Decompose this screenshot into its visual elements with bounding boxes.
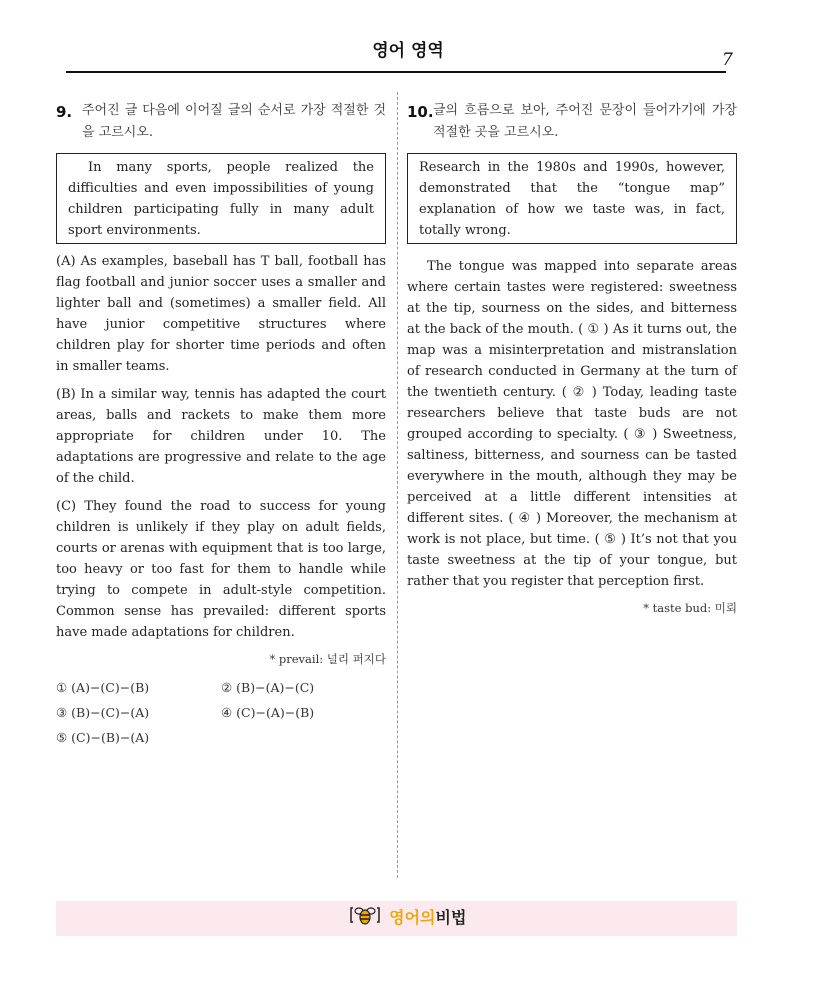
question-prompt: 글의 흐름으로 보아, 주어진 문장이 들어가기에 가장 적절한 곳을 고르시오. [433,103,737,140]
question-10 [407,100,737,616]
question-number: 10. [407,103,434,121]
answer-choices [56,675,386,750]
question-10-header [407,100,737,144]
choice-4[interactable]: ④ (C)−(A)−(B) [221,705,315,720]
bee-icon [350,904,380,933]
question-9 [56,100,386,750]
header-divider [66,71,726,73]
paragraph-b: (B) In a similar way, tennis has adapted the court areas, balls and rackets to make them more appropriate for children under 10. The adaptations are progressive and relate to the age of the child. [56,387,386,486]
question-9-header [56,100,386,144]
question-number: 9. [56,103,73,121]
footnote: * taste bud: 미뢰 [643,601,737,615]
choice-5[interactable]: ⑤ (C)−(B)−(A) [56,730,150,745]
logo-text-primary: 영어의 [389,908,436,927]
brand-logo [0,904,816,933]
question-prompt: 주어진 글 다음에 이어질 글의 순서로 가장 적절한 것을 고르시오. [82,103,386,140]
choice-3[interactable]: ③ (B)−(C)−(A) [56,705,150,720]
given-sentence-box: Research in the 1980s and 1990s, however, demonstrated that the “tongue map” explanation of how we taste was, in fact, totally wrong. [407,153,737,244]
column-divider [397,92,398,878]
passage: The tongue was mapped into separate areas where certain tastes were registered: sweetness at the tip, sourness on the sides, and bitterness at the back of the mouth. ( ① ) As it turns out, the map was a misinterpretation and mistranslation of research conducted in Germany at the turn of the twentieth century. ( ② ) Today, leading taste researchers believe that taste buds are not grouped according to specialty. ( ③ ) Sweetness, saltiness, bitterness, and sourness can be tasted everywhere in the mouth, although they may be perceived at a little different intensities at different sites. ( ④ ) Moreover, the mechanism at work is not place, but time. ( ⑤ ) It’s not that you taste sweetness at the tip of your tongue, but rather that you register that perception first. [407,259,737,589]
given-text-box: In many sports, people realized the difficulties and even impossibilities of young children participating fully in many adult sport environments. [56,153,386,244]
paragraph-c: (C) They found the road to success for young children is unlikely if they play on adult fields, courts or arenas with equipment that is too large, too heavy or too fast for them to handle while trying to compete in adult-style competition. Common sense has prevailed: different sports have made adaptations for children. [56,499,386,640]
choice-2[interactable]: ② (B)−(A)−(C) [221,680,315,695]
section-title: 영어 영역 [372,41,444,61]
logo-text-secondary: 비법 [435,908,467,927]
choice-1[interactable]: ① (A)−(C)−(B) [56,680,150,695]
page-number: 7 [722,50,733,70]
footnote: * prevail: 널리 퍼지다 [269,652,386,666]
paragraph-a: (A) As examples, baseball has T ball, football has flag football and junior soccer uses a smaller and lighter ball and (sometimes) a smaller field. All have junior competitive structures where children play for shorter time periods and often in smaller teams. [56,254,386,374]
